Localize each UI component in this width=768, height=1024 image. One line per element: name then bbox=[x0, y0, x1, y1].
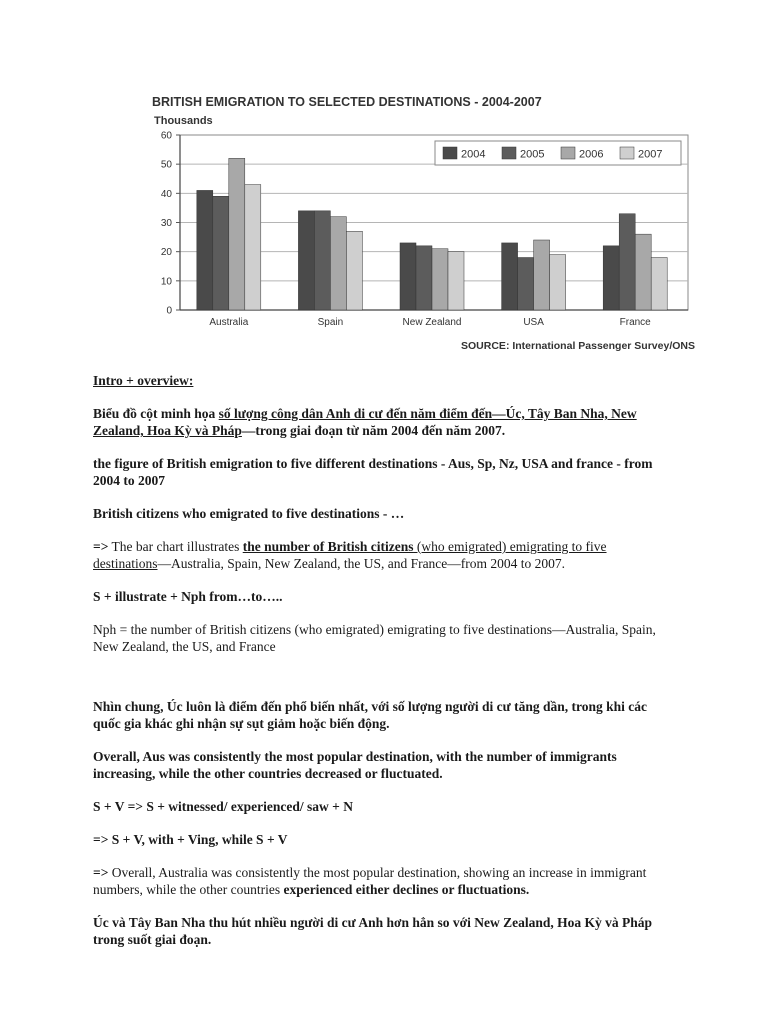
chart-bar bbox=[534, 240, 550, 310]
chart-category-labels bbox=[209, 317, 651, 328]
chart-bar bbox=[314, 211, 330, 310]
chart-bar bbox=[298, 211, 314, 310]
paragraph-en-overview bbox=[93, 864, 673, 898]
paragraph-vi-overview: Nhìn chung, Úc luôn là điểm đến phổ biến nhất, với số lượng người di cư tăng dần, trong khi các quốc gia khác ghi nhận sự sụt giảm hoặc biến động. bbox=[93, 699, 647, 731]
chart-category-label: Australia bbox=[209, 317, 249, 328]
p4-text-bold-underlined: the number of British citizens bbox=[242, 539, 414, 554]
chart-legend-label: 2007 bbox=[638, 148, 663, 161]
chart-bar bbox=[432, 249, 448, 310]
p4-text-a: The bar chart illustrates bbox=[108, 539, 243, 554]
chart-category-label: USA bbox=[523, 317, 544, 328]
chart-y-tick-label: 10 bbox=[160, 276, 172, 288]
paragraph-structure-3: => S + V, with + Ving, while S + V bbox=[93, 832, 288, 847]
chart-category-label: New Zealand bbox=[402, 317, 462, 328]
chart-bar bbox=[229, 158, 245, 310]
paragraph-nph-definition: Nph = the number of British citizens (who emigrated) emigrating to five destinations—Australia, Spain, New Zealand, the US, and France bbox=[93, 622, 656, 654]
chart-bar bbox=[502, 243, 518, 310]
chart-bar bbox=[603, 246, 619, 310]
chart-y-tick-label: 20 bbox=[160, 247, 172, 259]
p1-text-b: —trong giai đoạn từ năm 2004 đến năm 2007. bbox=[241, 423, 506, 438]
chart-bar bbox=[518, 258, 534, 311]
chart-y-tick-label: 40 bbox=[160, 188, 172, 200]
chart-bar bbox=[448, 252, 464, 310]
paragraph-en-overview-draft: Overall, Aus was consistently the most popular destination, with the number of immigrants increasing, while the other countries decreased or fluctuated. bbox=[93, 749, 617, 781]
chart-bar bbox=[619, 214, 635, 310]
chart-bar bbox=[400, 243, 416, 310]
paragraph-en-phrase: British citizens who emigrated to five destinations - … bbox=[93, 506, 405, 521]
chart-y-tick-label: 0 bbox=[166, 305, 172, 317]
chart-bar bbox=[550, 255, 566, 310]
chart-category-label: Spain bbox=[317, 317, 344, 328]
chart-legend-swatch bbox=[443, 147, 457, 159]
p4-text-underlined: (who emigrated) emigrating to five destinations bbox=[93, 539, 607, 571]
chart-legend-swatch bbox=[561, 147, 575, 159]
paragraph-vi-detail: Úc và Tây Ban Nha thu hút nhiều người di cư Anh hơn hẳn so với New Zealand, Hoa Kỳ và Pháp trong suốt giai đoạn. bbox=[93, 915, 653, 947]
chart-bar bbox=[197, 190, 213, 310]
paragraph-structure-2: S + V => S + witnessed/ experienced/ saw + N bbox=[93, 799, 353, 814]
chart-bar bbox=[245, 185, 261, 310]
paragraph-en-intro bbox=[93, 538, 673, 572]
chart-svg bbox=[140, 88, 705, 358]
chart-bar bbox=[213, 196, 229, 310]
chart-legend-label: 2005 bbox=[520, 148, 545, 161]
intro-heading: Intro + overview: bbox=[93, 373, 194, 388]
chart-bar bbox=[346, 231, 362, 310]
chart-y-tick-label: 30 bbox=[160, 218, 172, 229]
chart-y-tick-label: 60 bbox=[160, 130, 172, 142]
p4-arrow: => bbox=[93, 539, 109, 554]
paragraph-vi-intro bbox=[93, 405, 673, 439]
p4-text-b: —Australia, Spain, New Zealand, the US, and France—from 2004 to 2007. bbox=[157, 556, 566, 571]
chart-bar bbox=[651, 258, 667, 311]
chart-legend-swatch bbox=[620, 147, 634, 159]
paragraph-en-draft: the figure of British emigration to five different destinations - Aus, Sp, Nz, USA and france - from 2004 to 2007 bbox=[93, 456, 653, 488]
chart-bar bbox=[635, 234, 651, 310]
p11-arrow: => bbox=[93, 865, 109, 880]
chart-source: SOURCE: International Passenger Survey/ONS bbox=[461, 340, 695, 352]
chart-bar bbox=[416, 246, 432, 310]
document-body bbox=[93, 372, 673, 948]
chart-title: BRITISH EMIGRATION TO SELECTED DESTINATIONS - 2004-2007 bbox=[152, 95, 542, 109]
chart-category-label: France bbox=[619, 317, 651, 328]
p1-text-a: Biểu đồ cột minh họa bbox=[93, 406, 219, 421]
chart-legend bbox=[435, 141, 681, 165]
paragraph-structure-1: S + illustrate + Nph from…to….. bbox=[93, 589, 283, 604]
p1-text-underlined: số lượng công dân Anh di cư đến năm điểm đến—Úc, Tây Ban Nha, New Zealand, Hoa Kỳ và Pháp bbox=[93, 406, 637, 438]
chart-y-ticks bbox=[161, 131, 180, 317]
emigration-bar-chart bbox=[140, 88, 705, 358]
p11-text-a: Overall, Australia was consistently the most popular destination, showing an increase in immigrant numbers, while the other countries bbox=[93, 865, 647, 897]
chart-unit-label: Thousands bbox=[154, 115, 213, 127]
chart-legend-swatch bbox=[502, 147, 516, 159]
chart-legend-label: 2006 bbox=[579, 148, 604, 161]
chart-bar bbox=[330, 217, 346, 310]
chart-legend-label: 2004 bbox=[461, 148, 486, 161]
p11-text-bold: experienced either declines or fluctuations. bbox=[283, 882, 530, 897]
chart-y-tick-label: 50 bbox=[160, 159, 172, 171]
